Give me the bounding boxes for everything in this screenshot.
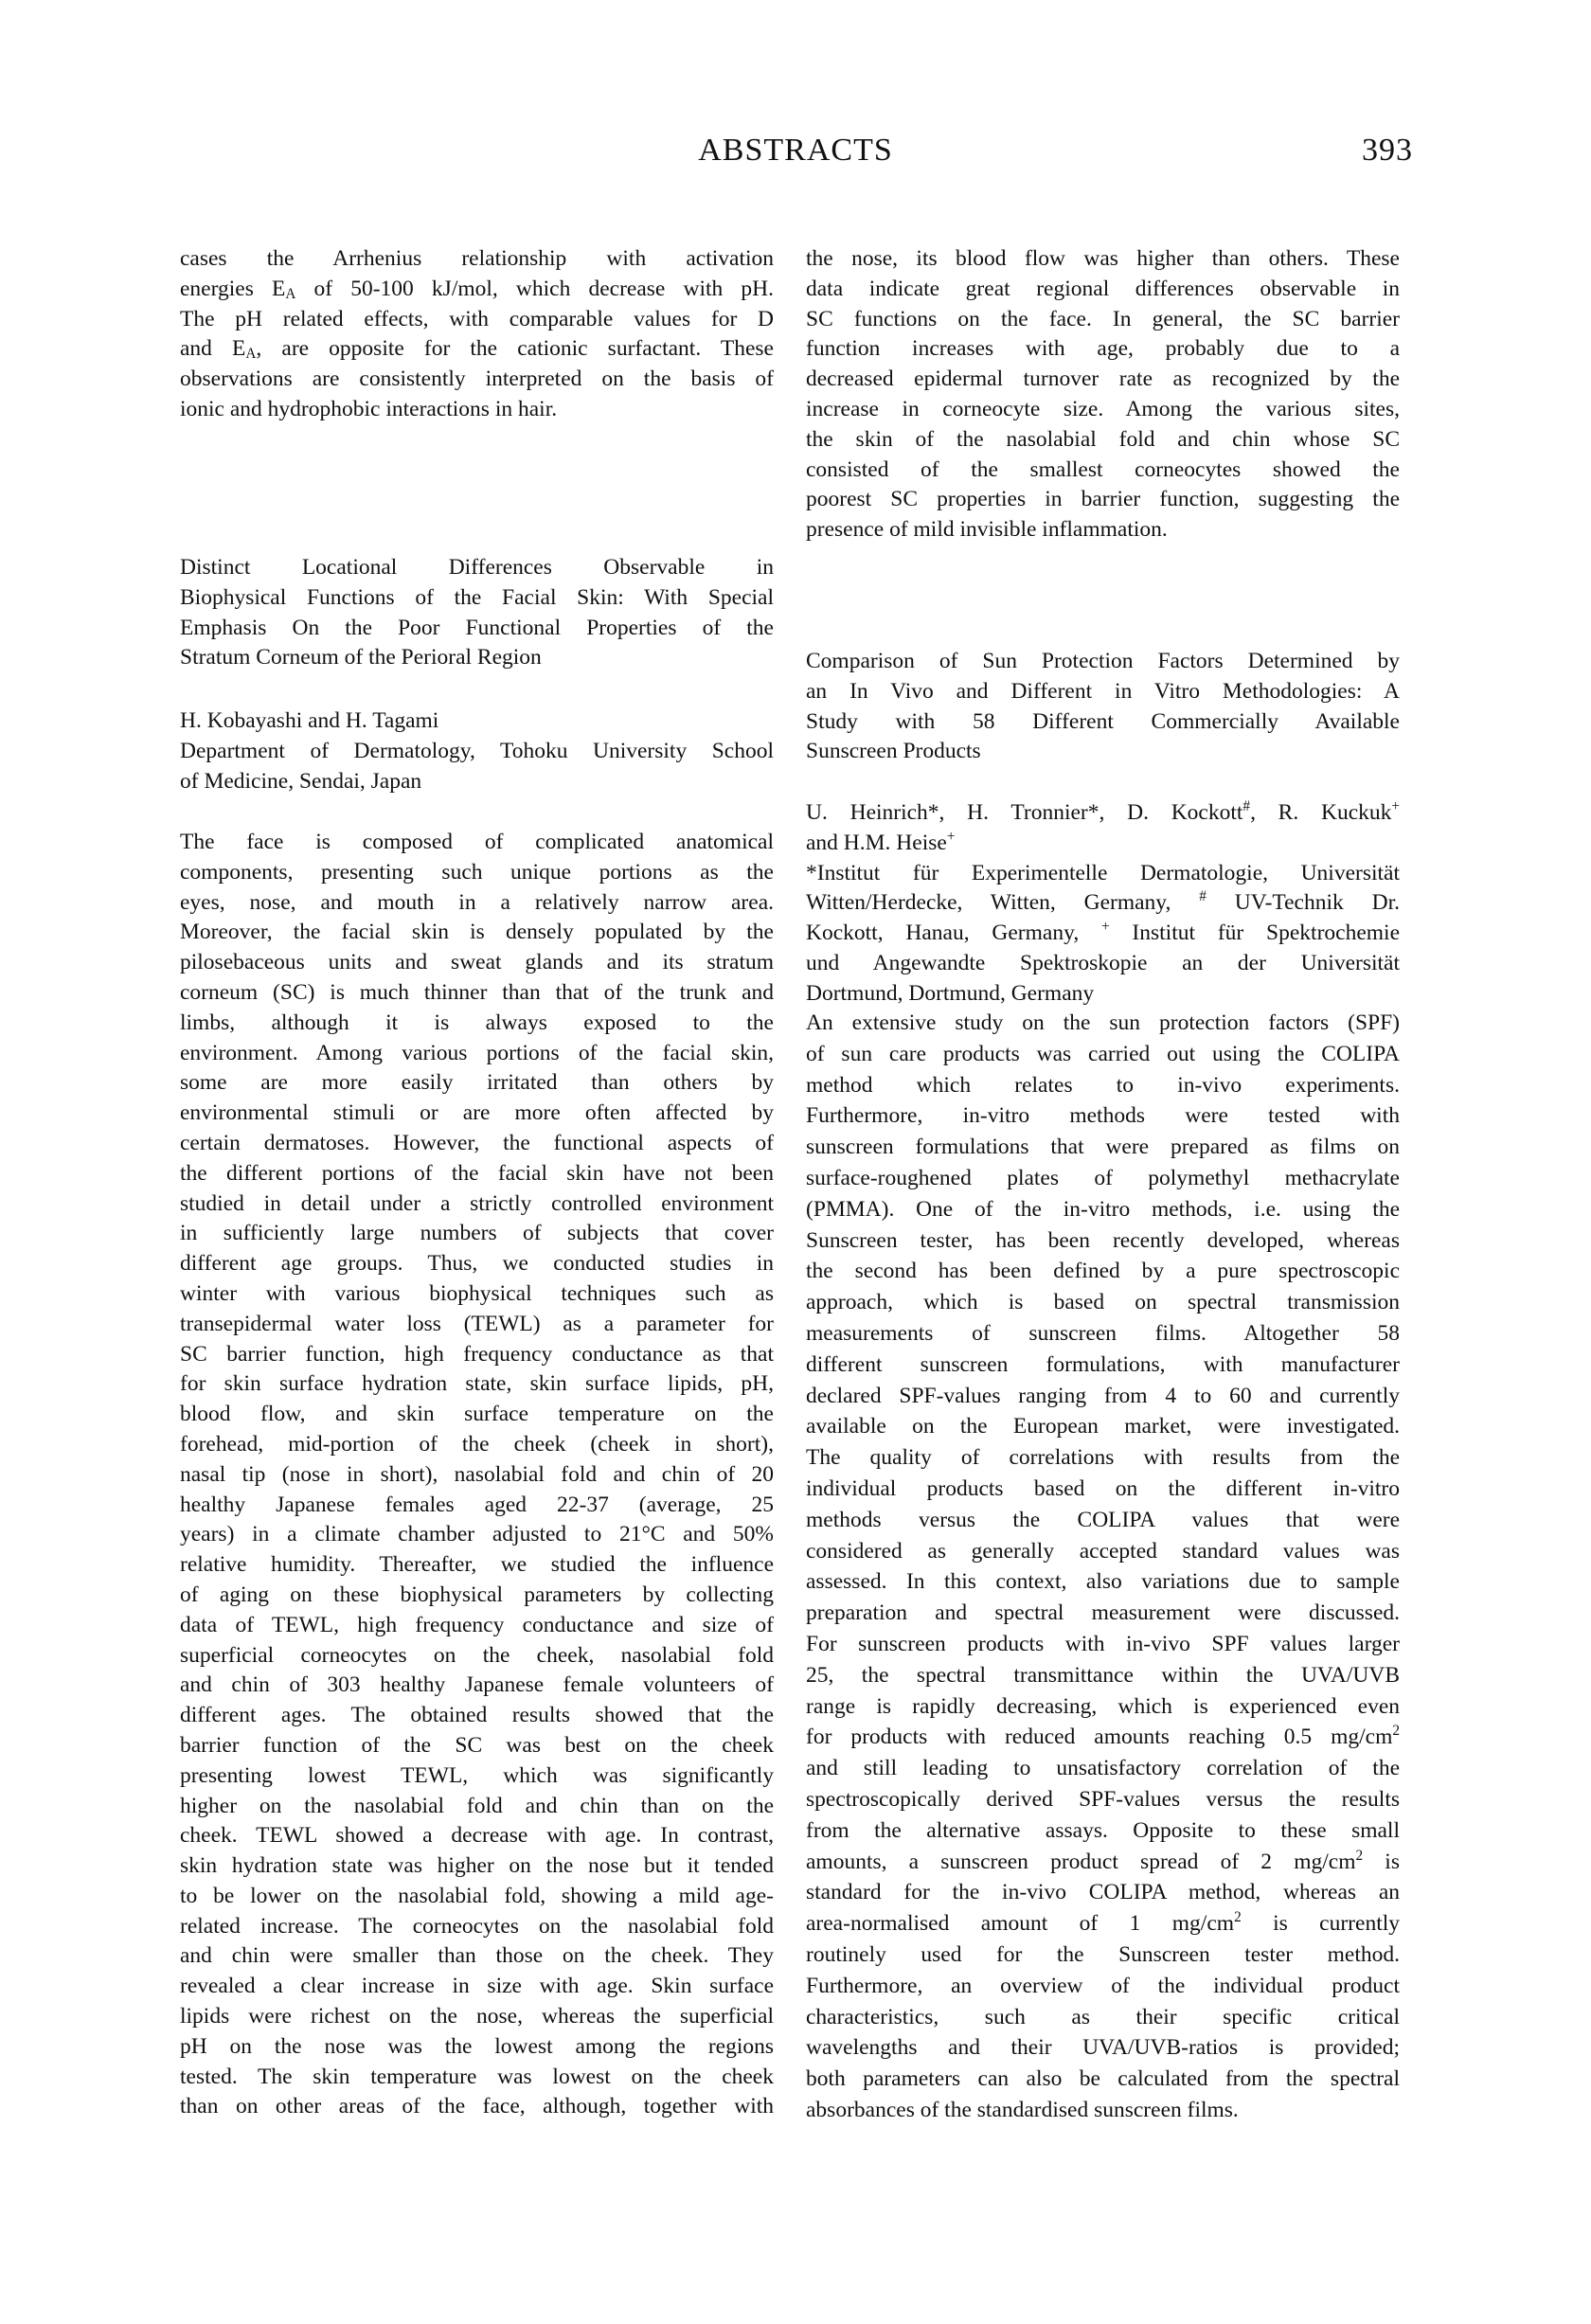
text-line: and H.M. Heise+: [806, 828, 956, 855]
text-line: Stratum Corneum of the Perioral Region: [180, 645, 542, 670]
text-line: pilosebaceous units and sweat glands and its stratum: [180, 950, 774, 975]
abstract-title: [806, 647, 1400, 767]
text-line: environmental stimuli or are more often affected by: [180, 1100, 774, 1126]
abstract-continuation: [806, 244, 1400, 545]
text-line: spectroscopically derived SPF-values versus the results: [806, 1786, 1400, 1812]
text-line: observations are consistently interpreted on the basis of: [180, 366, 774, 392]
text-line: data indicate great regional differences observable in: [806, 276, 1400, 301]
text-line: The face is composed of complicated anatomical: [180, 830, 774, 854]
text-line: method which relates to in-vivo experiments.: [806, 1072, 1400, 1098]
text-line: revealed a clear increase in size with age. Skin surface: [180, 1974, 774, 1999]
paragraph: [806, 1008, 1400, 2126]
text-line: nasal tip (nose in short), nasolabial fold and chin of 20: [180, 1461, 774, 1487]
text-line: sunscreen formulations that were prepared as films on: [806, 1135, 1400, 1160]
text-line: Department of Dermatology, Tohoku University School: [180, 738, 774, 763]
text-line: tested. The skin temperature was lowest on the cheek: [180, 2064, 774, 2089]
text-line: methods versus the COLIPA values that were: [806, 1507, 1400, 1532]
text-line: certain dermatoses. However, the functional aspects of: [180, 1130, 774, 1155]
text-line: Kockott, Hanau, Germany, + Institut für Spektrochemie: [806, 919, 1400, 946]
text-line: of aging on these biophysical parameters by collecting: [180, 1582, 774, 1607]
text-line: Distinct Locational Differences Observable in: [180, 555, 774, 580]
text-line: superficial corneocytes on the cheek, nasolabial fold: [180, 1642, 774, 1668]
text-line: higher on the nasolabial fold and chin than on the: [180, 1793, 774, 1818]
text-line: the nose, its blood flow was higher than others. These: [806, 246, 1400, 271]
text-line: individual products based on the different in-vitro: [806, 1475, 1400, 1501]
text-line: some are more easily irritated than others by: [180, 1070, 774, 1096]
text-line: surface-roughened plates of polymethyl methacrylate: [806, 1165, 1400, 1190]
text-line: skin hydration state was higher on the nose but it tended: [180, 1853, 774, 1879]
text-line: declared SPF-values ranging from 4 to 60 and currently: [806, 1383, 1400, 1408]
text-line: related increase. The corneocytes on the nasolabial fold: [180, 1913, 774, 1939]
text-line: Furthermore, in-vitro methods were tested with: [806, 1103, 1400, 1129]
text-line: environment. Among various portions of the facial skin,: [180, 1040, 774, 1065]
text-line: area-normalised amount of 1 $mg/cm^2$ is currently: [806, 1909, 1400, 1937]
text-line: (PMMA). One of the in-vitro methods, i.e. using the: [806, 1196, 1400, 1222]
text-line: decreased epidermal turnover rate as recognized by the: [806, 366, 1400, 392]
text-line: Emphasis On the Poor Functional Properties of the: [180, 615, 774, 640]
text-line: Furthermore, an overview of the individual product: [806, 1973, 1400, 1998]
text-line: considered as generally accepted standard values was: [806, 1538, 1400, 1564]
text-line: the second has been defined by a pure spectroscopic: [806, 1259, 1400, 1284]
text-line: H. Kobayashi and H. Tagami: [180, 708, 439, 733]
text-line: cases the Arrhenius relationship with activation: [180, 246, 774, 271]
text-line: Sunscreen Products: [806, 739, 981, 764]
text-line: barrier function of the SC was best on the cheek: [180, 1732, 774, 1758]
text-line: The quality of correlations with results from the: [806, 1445, 1400, 1471]
text-line: presence of mild invisible inflammation.: [806, 517, 1168, 543]
text-line: energies $E_A$ of 50-100 kJ/mol, which decrease with pH.: [180, 276, 774, 302]
text-line: and chin of 303 healthy Japanese female volunteers of: [180, 1672, 774, 1698]
text-line: and chin were smaller than those on the cheek. They: [180, 1943, 774, 1969]
text-line: different sunscreen formulations, with manufacturer: [806, 1351, 1400, 1377]
text-line: For sunscreen products with in-vivo SPF values larger: [806, 1631, 1400, 1656]
text-line: transepidermal water loss (TEWL) as a parameter for: [180, 1311, 774, 1336]
paragraph: [180, 828, 774, 2122]
text-line: preparation and spectral measurement were discussed.: [806, 1600, 1400, 1626]
text-line: Dortmund, Dortmund, Germany: [806, 980, 1095, 1006]
text-line: than on other areas of the face, although, together with: [180, 2094, 774, 2119]
text-line: of Medicine, Sendai, Japan: [180, 768, 422, 794]
text-line: U. Heinrich*, H. Tronnier*, D. Kockott#, R. Kuckuk+: [806, 798, 1400, 825]
paragraph: [180, 244, 774, 425]
text-line: available on the European market, were investigated.: [806, 1414, 1400, 1439]
page-number: 393: [1362, 133, 1413, 168]
text-line: range is rapidly decreasing, which is experienced even: [806, 1693, 1400, 1719]
paragraph: [806, 798, 1400, 859]
abstract-body: [806, 1008, 1400, 2126]
text-line: components, presenting such unique portions as the: [180, 859, 774, 885]
text-line: An extensive study on the sun protection factors (SPF): [806, 1010, 1400, 1035]
abstract-body: [180, 828, 774, 2122]
text-line: absorbances of the standardised sunscreen films.: [806, 2097, 1239, 2122]
text-line: different age groups. Thus, we conducted studies in: [180, 1251, 774, 1277]
paragraph: [806, 647, 1400, 767]
text-line: for products with reduced amounts reaching 0.5 $mg/cm^2$: [806, 1723, 1400, 1750]
text-line: pH on the nose was the lowest among the regions: [180, 2033, 774, 2059]
text-line: Study with 58 Different Commercially Available: [806, 708, 1400, 734]
text-line: characteristics, such as their specific critical: [806, 2004, 1400, 2029]
text-line: standard for the in-vivo COLIPA method, whereas an: [806, 1880, 1400, 1905]
paragraph: [180, 706, 774, 737]
text-line: measurements of sunscreen films. Altogether 58: [806, 1320, 1400, 1346]
text-line: cheek. TEWL showed a decrease with age. In contrast,: [180, 1823, 774, 1849]
text-line: The pH related effects, with comparable values for D: [180, 306, 774, 331]
text-line: and still leading to unsatisfactory correlation of the: [806, 1756, 1400, 1781]
text-line: blood flow, and skin surface temperature on the: [180, 1402, 774, 1427]
text-line: consisted of the smallest corneocytes showed the: [806, 456, 1400, 482]
text-line: Comparison of Sun Protection Factors Determined by: [806, 649, 1400, 673]
text-line: SC functions on the face. In general, the SC barrier: [806, 306, 1400, 331]
text-line: function increases with age, probably due to a: [806, 336, 1400, 362]
text-line: for skin surface hydration state, skin surface lipids, pH,: [180, 1371, 774, 1397]
text-line: lipids were richest on the nose, whereas the superficial: [180, 2004, 774, 2029]
paragraph: [806, 859, 1400, 1010]
text-line: amounts, a sunscreen product spread of 2 $mg/cm^2$ is: [806, 1847, 1400, 1874]
text-line: increase in corneocyte size. Among the various sites,: [806, 396, 1400, 421]
text-line: SC barrier function, high frequency conductance as that: [180, 1341, 774, 1367]
text-line: 25, the spectral transmittance within the UVA/UVB: [806, 1662, 1400, 1688]
text-line: wavelengths and their UVA/UVB-ratios is provided;: [806, 2035, 1400, 2061]
text-line: eyes, nose, and mouth in a relatively narrow area.: [180, 889, 774, 915]
text-line: data of TEWL, high frequency conductance and size of: [180, 1612, 774, 1637]
text-line: ionic and hydrophobic interactions in hair.: [180, 396, 558, 421]
text-line: relative humidity. Thereafter, we studied the influence: [180, 1552, 774, 1578]
text-line: approach, which is based on spectral transmission: [806, 1290, 1400, 1315]
abstract-authors: [180, 706, 774, 796]
text-line: an In Vivo and Different in Vitro Methodologies: A: [806, 678, 1400, 704]
text-line: forehead, mid-portion of the cheek (cheek in short),: [180, 1431, 774, 1457]
text-line: to be lower on the nasolabial fold, showing a mild age-: [180, 1883, 774, 1908]
text-line: und Angewandte Spektroskopie an der Universität: [806, 950, 1400, 975]
text-line: Biophysical Functions of the Facial Skin: With Special: [180, 584, 774, 610]
paragraph: [806, 244, 1400, 545]
text-line: healthy Japanese females aged 22-37 (average, 25: [180, 1492, 774, 1517]
text-line: Moreover, the facial skin is densely populated by the: [180, 920, 774, 945]
text-line: winter with various biophysical techniques such as: [180, 1280, 774, 1306]
paragraph: [180, 553, 774, 673]
running-head: ABSTRACTS: [698, 133, 893, 168]
text-line: routinely used for the Sunscreen tester method.: [806, 1941, 1400, 1967]
text-line: assessed. In this context, also variations due to sample: [806, 1569, 1400, 1595]
text-line: and $E_A$, are opposite for the cationic surfactant. These: [180, 336, 774, 363]
text-line: the skin of the nasolabial fold and chin whose SC: [806, 426, 1400, 452]
text-line: *Institut für Experimentelle Dermatologie, Universität: [806, 860, 1400, 885]
text-line: from the alternative assays. Opposite to these small: [806, 1817, 1400, 1843]
paragraph: [180, 737, 774, 797]
text-line: corneum (SC) is much thinner than that of the trunk and: [180, 979, 774, 1005]
abstract-continuation: [180, 244, 774, 425]
text-line: the different portions of the facial skin have not been: [180, 1160, 774, 1186]
text-line: in sufficiently large numbers of subjects that cover: [180, 1221, 774, 1246]
abstract-title: [180, 553, 774, 673]
text-line: both parameters can also be calculated from the spectral: [806, 2066, 1400, 2092]
abstract-authors: [806, 798, 1400, 1010]
text-line: Sunscreen tester, has been recently developed, whereas: [806, 1227, 1400, 1253]
text-line: years) in a climate chamber adjusted to 21°C and 50%: [180, 1522, 774, 1547]
text-line: different ages. The obtained results showed that the: [180, 1703, 774, 1728]
text-line: poorest SC properties in barrier function, suggesting the: [806, 487, 1400, 512]
text-line: limbs, although it is always exposed to the: [180, 1010, 774, 1035]
text-line: Witten/Herdecke, Witten, Germany, # UV-Technik Dr.: [806, 888, 1400, 916]
text-line: presenting lowest TEWL, which was significantly: [180, 1762, 774, 1788]
text-line: studied in detail under a strictly controlled environment: [180, 1190, 774, 1216]
text-line: of sun care products was carried out using the COLIPA: [806, 1041, 1400, 1066]
